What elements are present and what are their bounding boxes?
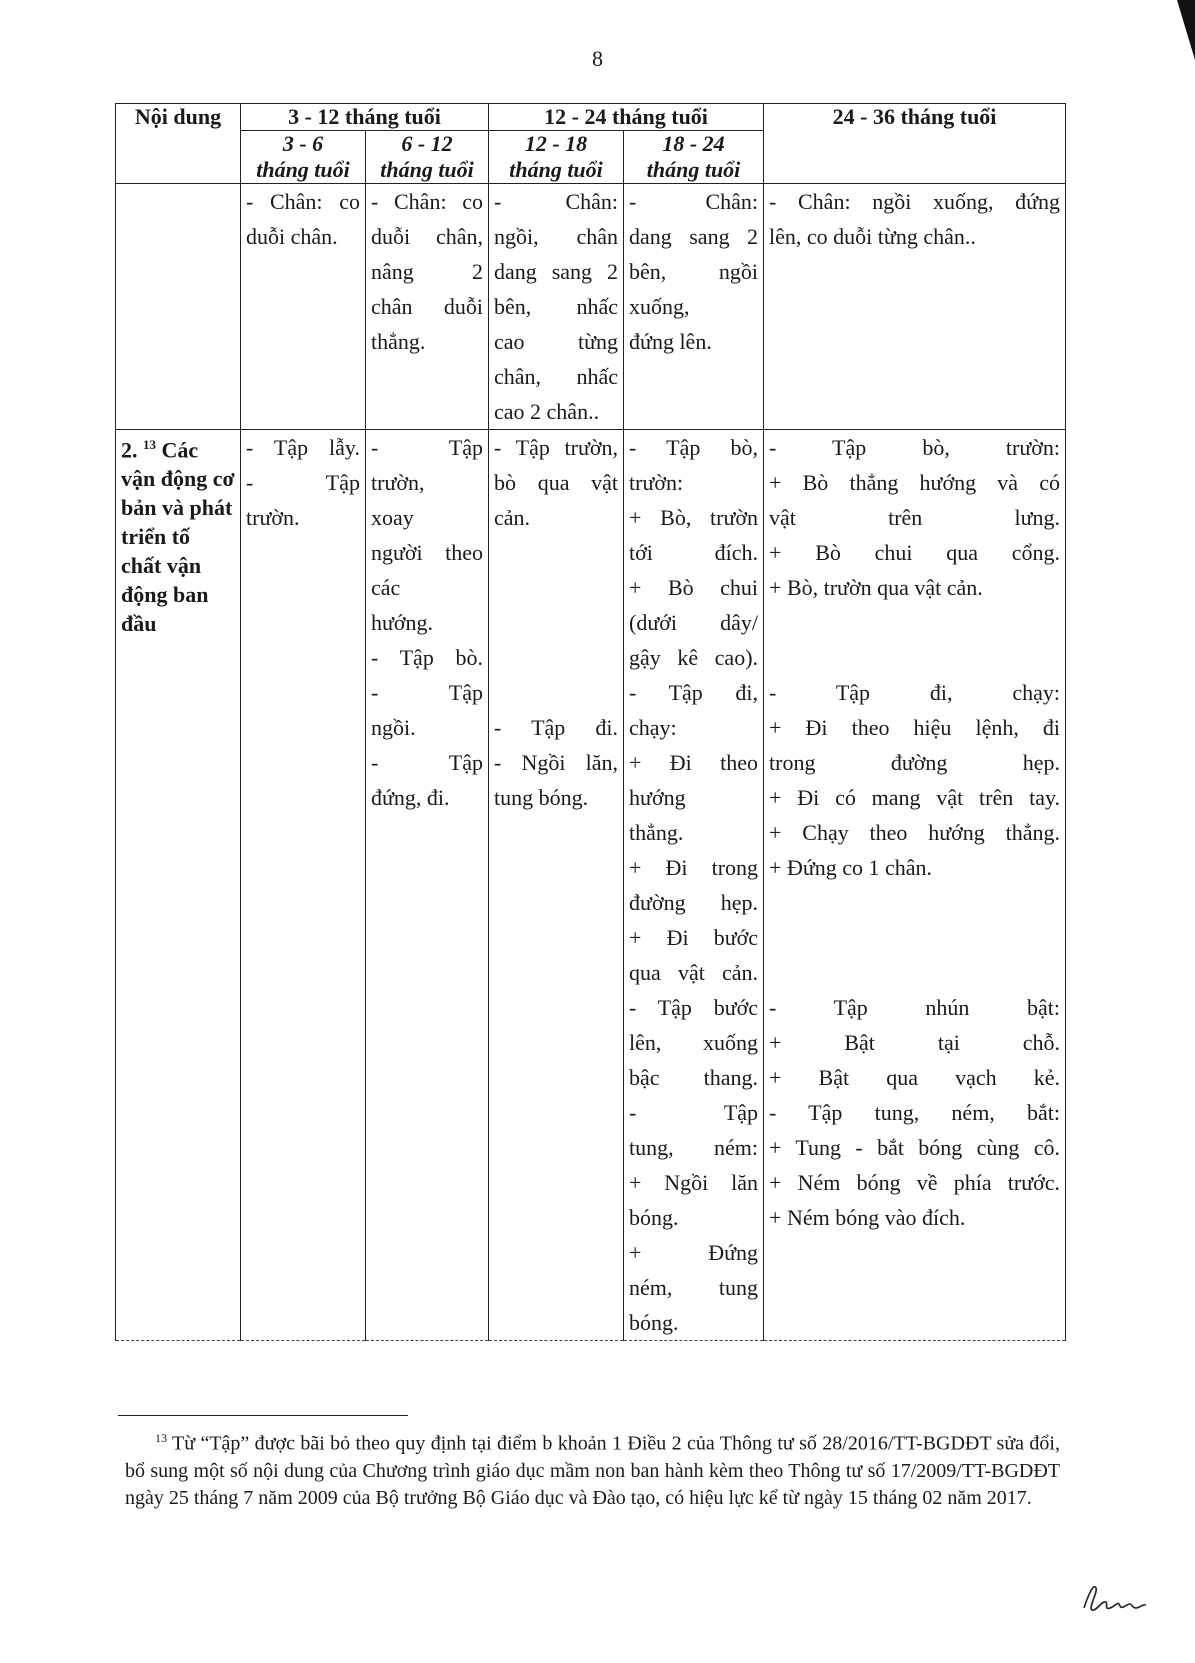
cell-line: + Chạy theo hướng thẳng. <box>769 820 1061 845</box>
cell-line: - Tập bò, trườn: <box>769 435 1061 460</box>
cell-row1-6-12 <box>366 184 489 430</box>
scan-edge-mark <box>1165 0 1195 120</box>
cell-line: chân, nhấc <box>494 364 619 389</box>
cell-line: (dưới dây/ <box>629 610 759 635</box>
cell-row2-12-18 <box>489 430 624 1341</box>
cell-line: lên, xuống <box>629 1030 759 1055</box>
cell-line: gậy kê cao). <box>629 645 759 670</box>
cell-line: - Tập tung, ném, bắt: <box>769 1100 1061 1125</box>
cell-line: chạy: <box>629 715 677 740</box>
cell-line: + Đứng <box>629 1240 759 1265</box>
cell-line: ngồi, chân <box>494 224 619 249</box>
signature-mark <box>1080 1578 1150 1618</box>
cell-line: - Tập đi. <box>494 715 619 740</box>
footnote <box>125 1425 1060 1512</box>
cell-line: các <box>371 575 401 600</box>
cell-line: qua vật cản. <box>629 960 759 985</box>
cell-row2-24-36-jump <box>769 990 1060 1235</box>
cell-row2-12-18-crawl <box>494 430 618 535</box>
header-12-18-months: 12 - 18 tháng tuổi <box>489 131 624 184</box>
cell-line: dang sang 2 <box>494 259 619 284</box>
cell-line: đường hẹp. <box>629 890 759 915</box>
footnote-number: 13 <box>155 1431 167 1445</box>
cell-row1-3-6 <box>241 184 366 430</box>
cell-line: - Tập <box>371 435 484 460</box>
cell-line: + Ném bóng về phía trước. <box>769 1170 1061 1195</box>
cell-line: hướng. <box>371 610 434 635</box>
cell-line: cao 2 chân.. <box>494 399 600 424</box>
cell-line: chân duỗi <box>371 294 484 319</box>
cell-line: + Bò chui qua cổng. <box>769 540 1061 565</box>
page-number: 8 <box>592 46 603 71</box>
cell-row2-24-36-crawl <box>769 430 1060 605</box>
table-row-legs <box>116 184 1066 430</box>
cell-line: - Tập đi, <box>629 680 759 705</box>
header-3-12-months: 3 - 12 tháng tuổi <box>241 104 489 131</box>
cell-line: - Tập nhún bật: <box>769 995 1061 1020</box>
cell-line: bậc thang. <box>629 1065 759 1090</box>
cell-line: vật trên lưng. <box>769 505 1061 530</box>
cell-line: bên, ngồi <box>629 259 759 284</box>
cell-line: - Chân: <box>629 189 759 214</box>
cell-row1-24-36 <box>764 184 1066 430</box>
cell-line: + Đứng co 1 chân. <box>769 855 933 880</box>
cell-line: trườn, <box>371 470 425 495</box>
cell-line: thẳng. <box>629 820 684 845</box>
cell-row2-24-36 <box>764 430 1066 1341</box>
header-12-24-months: 12 - 24 tháng tuổi <box>489 104 764 131</box>
cell-line: người theo <box>371 540 484 565</box>
cell-line: - Tập bò. <box>371 645 484 670</box>
cell-line: nâng 2 <box>371 259 484 284</box>
cell-line: trườn. <box>246 505 300 530</box>
cell-line: - Tập lẫy. <box>246 435 360 460</box>
cell-row2-6-12 <box>366 430 489 1341</box>
cell-line: + Đi trong <box>629 855 759 880</box>
cell-line: - Tập bước <box>629 995 759 1020</box>
cell-line: + Bò, trườn <box>629 505 759 530</box>
cell-line: + Bật tại chỗ. <box>769 1030 1061 1055</box>
cell-line: - Tập <box>371 680 484 705</box>
cell-line: + Bò thẳng hướng và có <box>769 470 1061 495</box>
cell-row1-content <box>116 184 241 430</box>
header-noi-dung: Nội dung <box>116 104 241 184</box>
cell-line: - Tập <box>629 1100 759 1125</box>
cell-line: + Bò chui <box>629 575 759 600</box>
cell-line: - Chân: co <box>371 189 484 214</box>
cell-row2-12-18-walk <box>494 710 618 815</box>
cell-line: đứng lên. <box>629 329 712 354</box>
cell-line: bóng. <box>629 1310 679 1335</box>
cell-line: tung bóng. <box>494 785 589 810</box>
curriculum-table <box>115 103 1066 1341</box>
cell-line: - Tập trườn, <box>494 435 619 460</box>
footnote-ref: 13 <box>143 437 156 452</box>
cell-line: tới đích. <box>629 540 759 565</box>
cell-line: bên, nhấc <box>494 294 619 319</box>
cell-line: + Bật qua vạch kẻ. <box>769 1065 1061 1090</box>
cell-line: + Bò, trườn qua vật cản. <box>769 575 983 600</box>
cell-line: cao từng <box>494 329 619 354</box>
cell-line: trong đường hẹp. <box>769 750 1061 775</box>
section-heading-motor: 2. $^{13}$ Các vận động cơ bản và phát triển tố chất vận động ban đầu <box>116 430 241 1341</box>
cell-line: đứng, đi. <box>371 785 450 810</box>
cell-line: + Đi bước <box>629 925 759 950</box>
cell-line: ngồi. <box>371 715 416 740</box>
cell-line: xuống, <box>629 294 690 319</box>
cell-line: + Tung - bắt bóng cùng cô. <box>769 1135 1061 1160</box>
cell-row2-18-24 <box>624 430 764 1341</box>
cell-line: trườn: <box>629 470 684 495</box>
cell-row1-18-24 <box>624 184 764 430</box>
cell-line: ném, tung <box>629 1275 759 1300</box>
cell-line: + Đi có mang vật trên tay. <box>769 785 1061 810</box>
cell-line: dang sang 2 <box>629 224 759 249</box>
cell-line: + Đi theo <box>629 750 759 775</box>
cell-row1-12-18 <box>489 184 624 430</box>
cell-line: - Tập bò, <box>629 435 759 460</box>
footnote-divider <box>118 1415 408 1416</box>
cell-line: lên, co duỗi từng chân.. <box>769 224 976 249</box>
table-row-motor-skills <box>116 430 1066 1341</box>
cell-line: - Tập đi, chạy: <box>769 680 1061 705</box>
cell-row2-3-6 <box>241 430 366 1341</box>
cell-line: hướng <box>629 785 686 810</box>
cell-line: duỗi chân, <box>371 224 484 249</box>
cell-line: cản. <box>494 505 531 530</box>
cell-line: - Ngồi lăn, <box>494 750 619 775</box>
cell-line: - Chân: <box>494 189 619 214</box>
cell-line: duỗi chân. <box>246 224 338 249</box>
cell-line: - Tập <box>371 750 484 775</box>
footnote-text: Từ “Tập” được bãi bỏ theo quy định tại điểm b khoản 1 Điều 2 của Thông tư số 28/2016/TT-BGDĐT sửa đổi, bổ sung một số nội dung của Chương trình giáo dục mầm non ban hành kèm theo Thông tư số 17/2009/TT-BGDĐT ngày 25 tháng 7 năm 2009 của Bộ trưởng Bộ Giáo dục và Đào tạo, có hiệu lực kể từ ngày 15 tháng 02 năm 2017. <box>125 1432 1060 1509</box>
cell-line: + Ngồi lăn <box>629 1170 759 1195</box>
cell-line: + Ném bóng vào đích. <box>769 1205 966 1230</box>
cell-line: - Chân: co <box>246 189 360 214</box>
cell-line: tung, ném: <box>629 1135 759 1160</box>
cell-line: - Tập <box>246 470 360 495</box>
header-6-12-months: 6 - 12 tháng tuổi <box>366 131 489 184</box>
cell-line: bóng. <box>629 1205 679 1230</box>
header-18-24-months: 18 - 24 tháng tuổi <box>624 131 764 184</box>
cell-line: - Chân: ngồi xuống, đứng <box>769 189 1061 214</box>
cell-line: xoay <box>371 505 414 530</box>
cell-line: + Đi theo hiệu lệnh, đi <box>769 715 1061 740</box>
cell-line: bò qua vật <box>494 470 619 495</box>
header-3-6-months: 3 - 6 tháng tuổi <box>241 131 366 184</box>
cell-row2-24-36-walk <box>769 675 1060 885</box>
cell-line: thẳng. <box>371 329 426 354</box>
header-24-36-months: 24 - 36 tháng tuổi <box>764 104 1066 184</box>
